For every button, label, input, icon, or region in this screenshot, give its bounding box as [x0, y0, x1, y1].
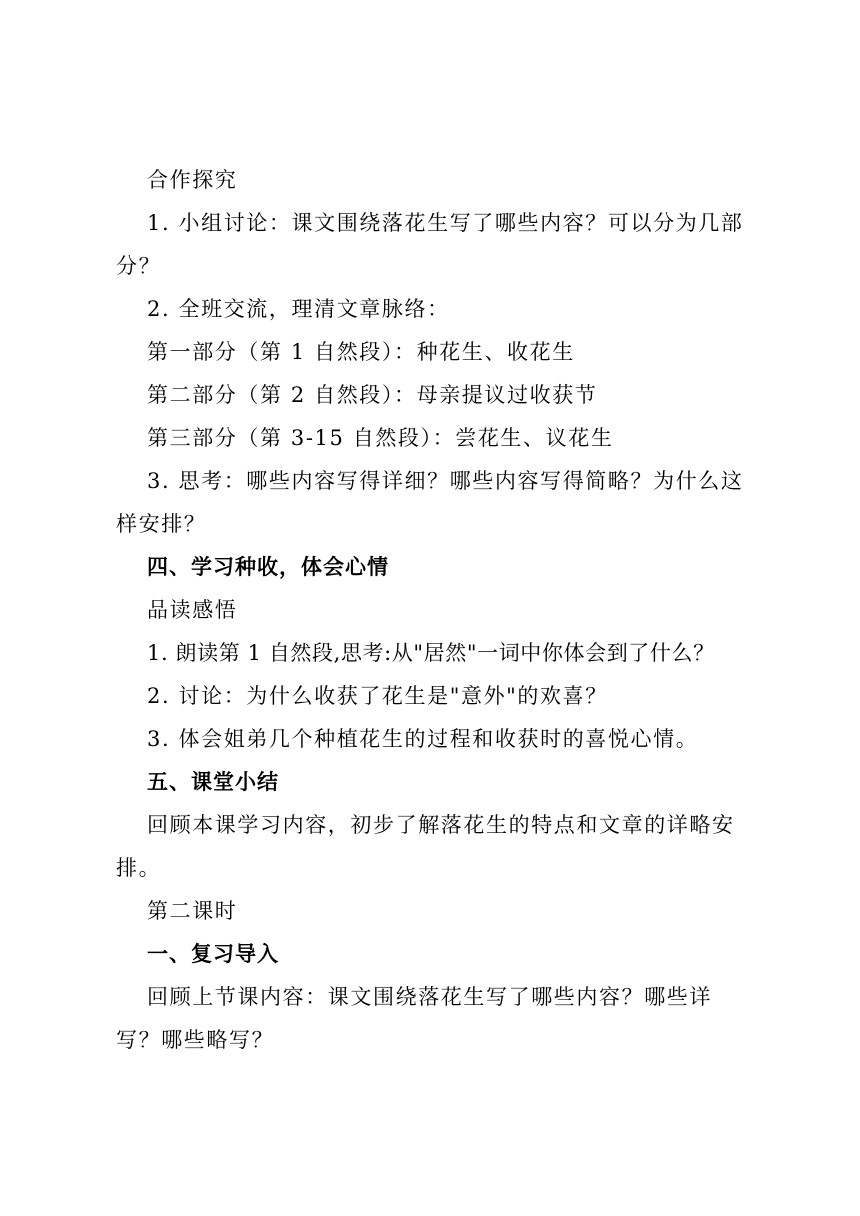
paragraph-feel-joy: 3. 体会姐弟几个种植花生的过程和收获时的喜悦心情。: [147, 727, 699, 751]
paragraph-part-one: 第一部分（第 1 自然段）：种花生、收花生: [147, 340, 575, 364]
section-label-cooperative-inquiry: 合作探究: [147, 168, 238, 192]
heading-section-five: 五、课堂小结: [147, 770, 279, 794]
paragraph-think-detail: 3. 思考：哪些内容写得详细？哪些内容写得简略？为什么这样安排？: [116, 469, 744, 536]
section-label-reading-appreciation: 品读感悟: [147, 598, 238, 622]
paragraph-group-discussion: 1. 小组讨论：课文围绕落花生写了哪些内容？可以分为几部分？: [116, 211, 744, 278]
paragraph-review-last-lesson: 回顾上节课内容：课文围绕落花生写了哪些内容？哪些详写？哪些略写？: [116, 985, 712, 1052]
heading-section-four: 四、学习种收，体会心情: [147, 555, 389, 579]
paragraph-part-two: 第二部分（第 2 自然段）：母亲提议过收获节: [147, 383, 598, 407]
paragraph-part-three: 第三部分（第 3-15 自然段）：尝花生、议花生: [147, 426, 614, 450]
paragraph-class-summary: 回顾本课学习内容，初步了解落花生的特点和文章的详略安排。: [116, 813, 735, 880]
document-body: [116, 159, 756, 1062]
heading-section-one-review: 一、复习导入: [147, 942, 279, 966]
paragraph-discuss-surprise: 2. 讨论：为什么收获了花生是"意外"的欢喜？: [147, 684, 608, 708]
paragraph-class-exchange: 2. 全班交流，理清文章脉络：: [147, 297, 450, 321]
paragraph-read-aloud: 1. 朗读第 1 自然段,思考:从"居然"一词中你体会到了什么？: [147, 641, 715, 665]
section-label-second-lesson: 第二课时: [147, 899, 238, 923]
